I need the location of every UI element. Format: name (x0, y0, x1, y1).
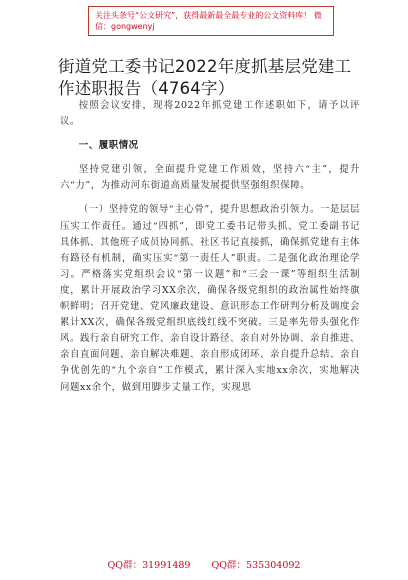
body-paragraph: 坚持党建引领，全面提升党建工作质效，坚持六“主”，提升六“力”，为推动河东街道高质量发展提供坚强组织保障。 (60, 164, 360, 192)
promo-banner (88, 6, 334, 36)
intro-paragraph: 按照会议安排，现将2022年抓党建工作述职如下，请予以评议。 (60, 100, 360, 128)
document-title: 街道党工委书记2022年度抓基层党建工作述职报告（4764字） (58, 57, 352, 98)
document-body (60, 98, 360, 396)
promo-banner-text: 关注头条号“公文研究”，获得最新最全最专业的公文资料库！ 微信：gongwenyj (95, 11, 322, 31)
footer-qq-group-2: QQ群：535304092 (211, 560, 301, 571)
section-heading: 一、履职情况 (78, 140, 139, 152)
footer (0, 560, 408, 572)
body-paragraph: （一）坚持党的领导“主心骨”，提升思想政治引领力。一是层层压实工作责任。通过“四抓”，即党工委书记带头抓、党工委副书记具体抓、其他班子成员协同抓、社区书记直接抓，确保抓党建有主体有路径有机制，确实压实“第一责任人”职责。二是强化政治理论学习。严格落实党组织会议“第一议题”和“三会一课”等组织生活制度，累计开展政治学习XX余次，确保各级党组织的政治属性始终旗帜鲜明；召开党建、党风廉政建设、意识形态工作研判分析及调度会累计XX次，确保各级党组织底线红线不突破。三是率先带头强化作风。践行亲自研究工作、亲自设计路径、亲自对外协调、亲自推进、亲自直面问题、亲自解决难题、亲自形成闭环、亲自提升总结、亲自争优创先的“九个亲自”工作模式，累计深入实地xx余次，实地解决问题xx余个，做到用脚步丈量工作，实现思 (60, 204, 360, 393)
footer-qq-group-1: QQ群：31991489 (107, 560, 191, 571)
